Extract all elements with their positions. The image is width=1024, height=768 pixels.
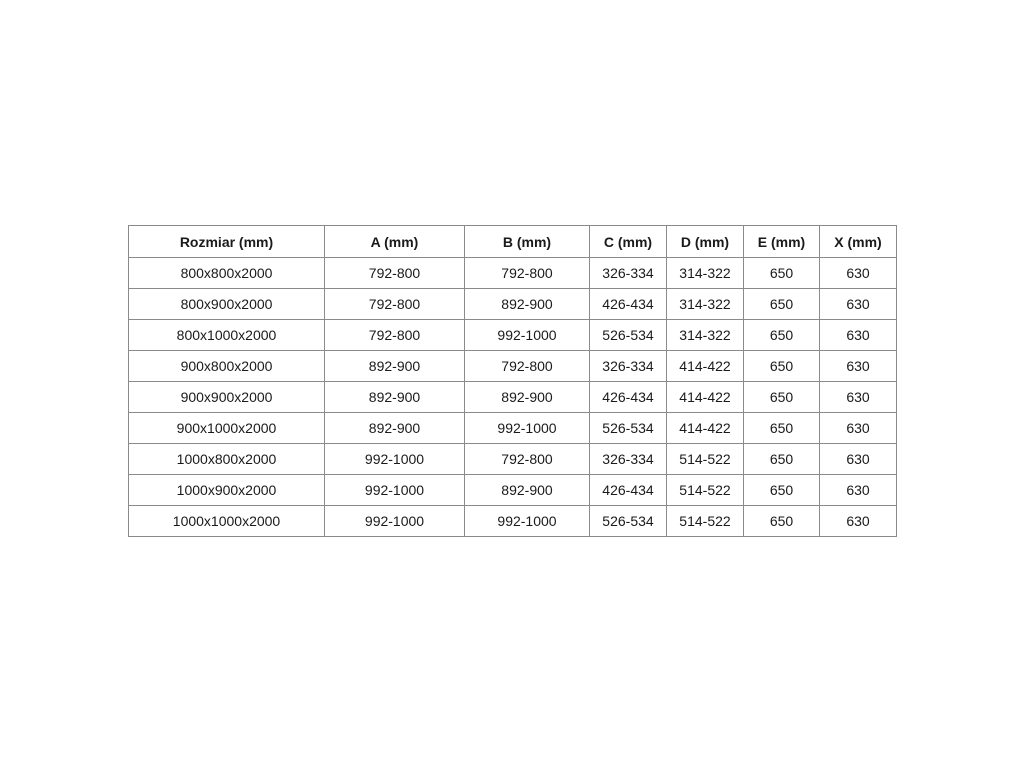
cell-a: 792-800 bbox=[325, 289, 465, 320]
cell-c: 326-334 bbox=[590, 444, 667, 475]
table-body bbox=[129, 258, 897, 537]
table-row bbox=[129, 475, 897, 506]
cell-b: 792-800 bbox=[465, 351, 590, 382]
cell-e: 650 bbox=[744, 444, 820, 475]
cell-e: 650 bbox=[744, 258, 820, 289]
cell-size: 1000x800x2000 bbox=[129, 444, 325, 475]
header-cell-d: D (mm) bbox=[667, 226, 744, 258]
cell-b: 792-800 bbox=[465, 444, 590, 475]
cell-size: 900x800x2000 bbox=[129, 351, 325, 382]
cell-b: 892-900 bbox=[465, 475, 590, 506]
cell-x: 630 bbox=[820, 413, 897, 444]
cell-a: 992-1000 bbox=[325, 444, 465, 475]
cell-size: 1000x1000x2000 bbox=[129, 506, 325, 537]
cell-c: 526-534 bbox=[590, 413, 667, 444]
header-cell-c: C (mm) bbox=[590, 226, 667, 258]
table-row bbox=[129, 444, 897, 475]
cell-size: 1000x900x2000 bbox=[129, 475, 325, 506]
cell-size: 900x1000x2000 bbox=[129, 413, 325, 444]
header-cell-a: A (mm) bbox=[325, 226, 465, 258]
cell-size: 800x900x2000 bbox=[129, 289, 325, 320]
cell-d: 314-322 bbox=[667, 320, 744, 351]
cell-size: 900x900x2000 bbox=[129, 382, 325, 413]
cell-a: 992-1000 bbox=[325, 475, 465, 506]
dimensions-table bbox=[128, 225, 897, 537]
cell-e: 650 bbox=[744, 351, 820, 382]
cell-d: 314-322 bbox=[667, 258, 744, 289]
cell-d: 514-522 bbox=[667, 444, 744, 475]
cell-a: 892-900 bbox=[325, 351, 465, 382]
cell-b: 792-800 bbox=[465, 258, 590, 289]
cell-d: 314-322 bbox=[667, 289, 744, 320]
cell-x: 630 bbox=[820, 444, 897, 475]
cell-x: 630 bbox=[820, 475, 897, 506]
table-row bbox=[129, 413, 897, 444]
table-row bbox=[129, 289, 897, 320]
cell-e: 650 bbox=[744, 382, 820, 413]
table-row bbox=[129, 320, 897, 351]
cell-c: 326-334 bbox=[590, 258, 667, 289]
cell-b: 992-1000 bbox=[465, 413, 590, 444]
cell-x: 630 bbox=[820, 382, 897, 413]
cell-c: 326-334 bbox=[590, 351, 667, 382]
cell-b: 892-900 bbox=[465, 289, 590, 320]
cell-x: 630 bbox=[820, 506, 897, 537]
cell-d: 414-422 bbox=[667, 351, 744, 382]
cell-a: 992-1000 bbox=[325, 506, 465, 537]
table-row bbox=[129, 506, 897, 537]
table-row bbox=[129, 382, 897, 413]
cell-x: 630 bbox=[820, 258, 897, 289]
cell-x: 630 bbox=[820, 289, 897, 320]
cell-b: 992-1000 bbox=[465, 506, 590, 537]
header-cell-x: X (mm) bbox=[820, 226, 897, 258]
cell-e: 650 bbox=[744, 320, 820, 351]
table-row bbox=[129, 351, 897, 382]
cell-c: 426-434 bbox=[590, 289, 667, 320]
table-row bbox=[129, 258, 897, 289]
cell-c: 526-534 bbox=[590, 320, 667, 351]
header-cell-size: Rozmiar (mm) bbox=[129, 226, 325, 258]
cell-x: 630 bbox=[820, 320, 897, 351]
cell-d: 414-422 bbox=[667, 413, 744, 444]
cell-e: 650 bbox=[744, 506, 820, 537]
cell-d: 514-522 bbox=[667, 506, 744, 537]
cell-size: 800x800x2000 bbox=[129, 258, 325, 289]
table-header bbox=[129, 226, 897, 258]
header-row bbox=[129, 226, 897, 258]
cell-c: 426-434 bbox=[590, 475, 667, 506]
cell-c: 426-434 bbox=[590, 382, 667, 413]
cell-a: 892-900 bbox=[325, 382, 465, 413]
cell-d: 414-422 bbox=[667, 382, 744, 413]
cell-c: 526-534 bbox=[590, 506, 667, 537]
cell-b: 892-900 bbox=[465, 382, 590, 413]
cell-a: 892-900 bbox=[325, 413, 465, 444]
cell-size: 800x1000x2000 bbox=[129, 320, 325, 351]
cell-a: 792-800 bbox=[325, 320, 465, 351]
cell-e: 650 bbox=[744, 289, 820, 320]
header-cell-e: E (mm) bbox=[744, 226, 820, 258]
cell-x: 630 bbox=[820, 351, 897, 382]
cell-a: 792-800 bbox=[325, 258, 465, 289]
cell-e: 650 bbox=[744, 475, 820, 506]
cell-d: 514-522 bbox=[667, 475, 744, 506]
header-cell-b: B (mm) bbox=[465, 226, 590, 258]
cell-b: 992-1000 bbox=[465, 320, 590, 351]
cell-e: 650 bbox=[744, 413, 820, 444]
